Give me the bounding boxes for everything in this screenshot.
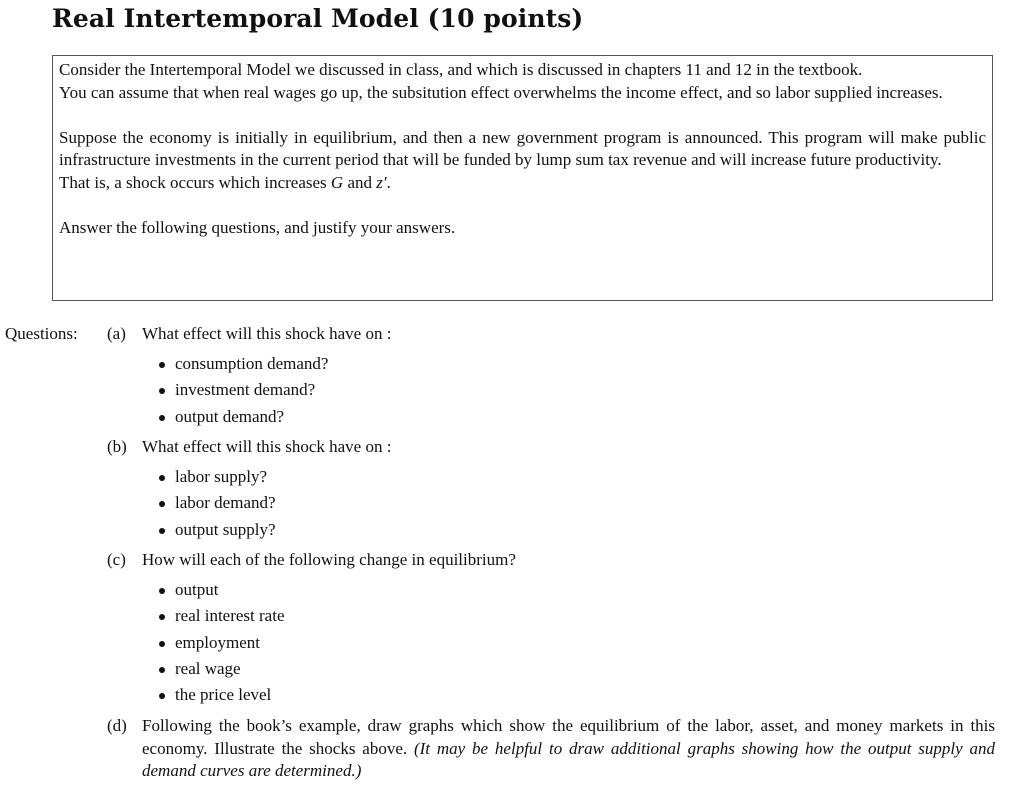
paragraph-gap bbox=[59, 194, 986, 217]
list-item-text: the price level bbox=[175, 685, 272, 705]
bullet-icon bbox=[159, 388, 165, 394]
bullet-icon bbox=[159, 415, 165, 421]
question-d-body bbox=[142, 715, 995, 783]
list-item bbox=[159, 466, 276, 492]
list-item bbox=[159, 492, 276, 518]
questions-label: Questions: bbox=[5, 324, 78, 343]
list-item bbox=[159, 353, 328, 379]
question-c-marker: (c) bbox=[107, 550, 126, 569]
list-item bbox=[159, 632, 285, 658]
list-item bbox=[159, 519, 276, 545]
list-item-text: real wage bbox=[175, 658, 241, 678]
bullet-icon bbox=[159, 641, 165, 647]
list-item-text: employment bbox=[175, 632, 260, 652]
page-title: Real Intertemporal Model (10 points) bbox=[52, 4, 584, 33]
bullet-icon bbox=[159, 501, 165, 507]
intro-paragraph-3: Suppose the economy is initially in equilibrium, and then a new government program is announced. This program will make public infrastructure investments in the current period that will be funded by lump sum tax revenue and will increase future productivity. bbox=[59, 127, 986, 169]
math-variable-z-prime: z′ bbox=[376, 172, 387, 192]
question-c-list bbox=[159, 579, 285, 710]
intro-paragraph-1: Consider the Intertemporal Model we discussed in class, and which is discussed in chapters 11 and 12 in the textbook. bbox=[59, 60, 863, 79]
question-a-text: What effect will this shock have on : bbox=[142, 324, 392, 343]
bullet-icon bbox=[159, 667, 165, 673]
shock-prefix: That is, a shock occurs which increases bbox=[59, 172, 331, 192]
list-item-text: output demand? bbox=[175, 406, 285, 426]
bullet-icon bbox=[159, 614, 165, 620]
shock-mid: and bbox=[343, 172, 377, 192]
intro-paragraph-5: Answer the following questions, and justify your answers. bbox=[59, 217, 456, 237]
list-item bbox=[159, 684, 285, 710]
intro-paragraph-4 bbox=[59, 172, 986, 195]
bullet-icon bbox=[159, 528, 165, 534]
list-item-text: output bbox=[175, 580, 219, 599]
bullet-icon bbox=[159, 362, 165, 368]
list-item-text: output supply? bbox=[175, 519, 276, 539]
paragraph-gap bbox=[59, 104, 986, 127]
list-item bbox=[159, 406, 328, 432]
list-item-text: labor demand? bbox=[175, 493, 276, 513]
list-item-text: real interest rate bbox=[175, 606, 285, 626]
intro-box bbox=[52, 55, 993, 301]
shock-suffix: . bbox=[386, 172, 391, 192]
question-b-marker: (b) bbox=[107, 437, 127, 456]
bullet-icon bbox=[159, 693, 165, 699]
math-variable-g: G bbox=[330, 172, 344, 192]
list-item bbox=[159, 579, 285, 605]
question-a-marker: (a) bbox=[107, 324, 126, 343]
list-item bbox=[159, 658, 285, 684]
question-c-text: How will each of the following change in equilibrium? bbox=[142, 550, 516, 569]
list-item-text: labor supply? bbox=[175, 467, 268, 486]
question-b-text: What effect will this shock have on : bbox=[142, 437, 392, 456]
question-d-text: Following the book’s example, draw graphs which show the equilibrium of the labor, asset, and money markets in this economy. Illustrate the shocks above. bbox=[142, 716, 995, 758]
bullet-icon bbox=[159, 588, 165, 594]
list-item bbox=[159, 379, 328, 405]
list-item bbox=[159, 605, 285, 631]
list-item-text: investment demand? bbox=[175, 380, 316, 400]
bullet-icon bbox=[159, 475, 165, 481]
question-d-note: (It may be helpful to draw additional graphs showing how the output supply and demand curves are determined.) bbox=[142, 738, 995, 780]
question-d-marker: (d) bbox=[107, 716, 127, 735]
question-b-list bbox=[159, 466, 276, 545]
list-item-text: consumption demand? bbox=[175, 354, 329, 373]
question-a-list bbox=[159, 353, 328, 432]
intro-paragraph-2: You can assume that when real wages go up, the subsitution effect overwhelms the income effect, and so labor supplied increases. bbox=[59, 82, 943, 102]
